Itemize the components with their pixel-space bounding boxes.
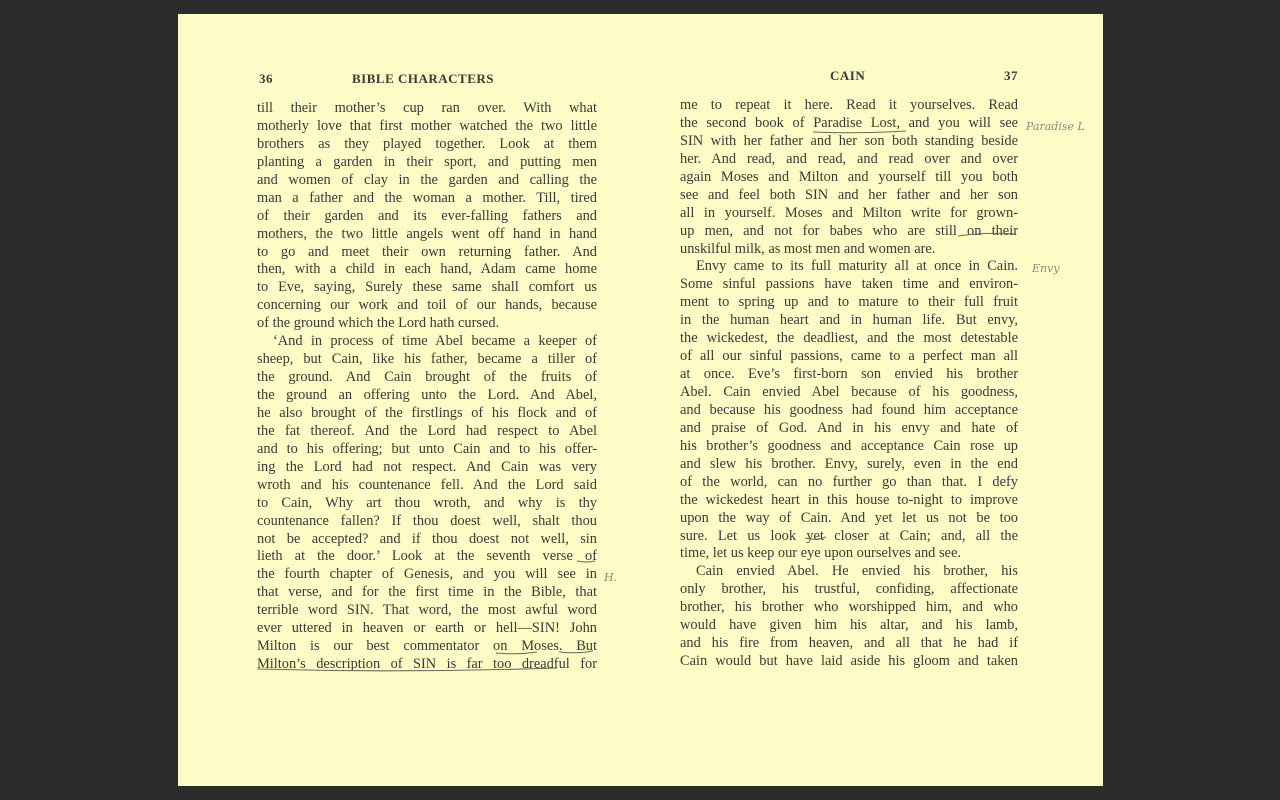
text-line: of the ground which the Lord hath cursed. — [257, 315, 500, 332]
text-line: to Eve, saying, Surely these same shall comfort us — [257, 279, 597, 296]
text-line: of all our sinful passions, came to a perfect man all — [680, 348, 1018, 365]
text-line: in the human heart and in human life. But envy, — [680, 312, 1018, 329]
text-line: ever uttered in heaven or earth or hell—SIN! John — [257, 620, 597, 637]
text-line: the fat thereof. And the Lord had respect to Abel — [257, 422, 597, 439]
text-line: the wickedest, the deadliest, and the most detestable — [680, 330, 1018, 347]
text-line: Envy came to its full maturity all at once in Cain. — [696, 258, 1018, 275]
text-line: me to repeat it here. Read it yourselves. Read — [680, 97, 1018, 113]
text-line: mothers, the two little angels went off hand in hand — [257, 225, 597, 242]
text-line: her. And read, and read, and read over and over — [680, 150, 1018, 167]
text-line: Some sinful passions have taken time and environ- — [680, 276, 1018, 293]
text-line: and slew his brother. Envy, surely, even in the end — [680, 455, 1018, 472]
text-line: ment to spring up and to mature to their full fruit — [680, 294, 1018, 311]
right-page-number: 37 — [1004, 68, 1018, 83]
text-line: the ground. And Cain brought of the fruits of — [257, 369, 597, 386]
text-line: not be accepted? and if thou doest not well, sin — [257, 530, 597, 547]
text-line: brother, his brother who worshipped him, and who — [680, 599, 1018, 616]
text-line: the wickedest heart in this house to-night to improve — [680, 491, 1018, 508]
text-line: time, let us keep our eye upon ourselves and see. — [680, 545, 961, 562]
right-body-text — [680, 97, 1018, 671]
text-line: sheep, but Cain, like his father, became a tiller of — [257, 351, 597, 368]
left-page-number: 36 — [259, 71, 273, 86]
text-line: up men, and not for babes who are still on their — [680, 222, 1018, 239]
margin-note-paradise: Paradise L — [1026, 120, 1085, 133]
text-line: Milton is our best commentator on Moses. But — [257, 638, 597, 655]
left-running-head — [257, 71, 597, 89]
text-line: Abel. Cain envied Abel because of his goodness, — [680, 384, 1018, 400]
text-line: of their garden and its ever-falling fathers and — [257, 207, 597, 224]
text-line: the ground an offering unto the Lord. And Abel, — [257, 387, 597, 403]
text-line: would have given him his altar, and his lamb, — [680, 617, 1018, 634]
margin-note-h: H. — [604, 571, 618, 584]
text-line: again Moses and Milton and yourself till you both — [680, 168, 1018, 185]
text-line: till their mother’s cup ran over. With what — [257, 100, 597, 116]
text-line: lieth at the door.’ Look at the seventh verse of — [257, 548, 597, 565]
text-line: motherly love that first mother watched the two little — [257, 117, 597, 134]
text-line: and because his goodness had found him acceptance — [680, 401, 1018, 418]
text-line: and women of clay in the garden and calling the — [257, 171, 597, 188]
left-running-title: BIBLE CHARACTERS — [352, 71, 495, 86]
text-line: the fourth chapter of Genesis, and you will see in — [257, 566, 597, 583]
text-line: to go and meet their own returning father. And — [257, 243, 597, 260]
text-line: Cain envied Abel. He envied his brother, his — [696, 563, 1018, 580]
text-line: concerning our work and toil of our hands, because — [257, 297, 597, 314]
text-line: all in yourself. Moses and Milton write for grown- — [680, 204, 1018, 221]
left-body-text — [257, 100, 597, 674]
text-line: man a father and the woman a mother. Till, tired — [257, 189, 597, 206]
text-line: planting a garden in their sport, and putting men — [257, 153, 597, 170]
text-line: ‘And in process of time Abel became a keeper of — [273, 333, 597, 350]
text-line: at once. Eve’s first-born son envied his brother — [680, 366, 1018, 383]
text-line: he also brought of the firstlings of his flock and of — [257, 404, 597, 421]
text-line: of the world, can no further go than that. I defy — [680, 473, 1018, 490]
text-line: then, with a child in each hand, Adam came home — [257, 261, 597, 278]
right-running-head — [680, 68, 1018, 86]
text-line: Milton’s description of SIN is far too dreadful for — [257, 656, 597, 673]
text-line: and to his offering; but unto Cain and to his offer- — [257, 440, 597, 457]
text-line: and his fire from heaven, and all that he had if — [680, 635, 1018, 652]
text-line: unskilful milk, as most men and women are. — [680, 240, 936, 257]
book-spread — [178, 14, 1103, 786]
text-line: only brother, his trustful, confiding, affectionate — [680, 581, 1018, 598]
text-line: brothers as they played together. Look at them — [257, 135, 597, 152]
text-line: that verse, and for the first time in the Bible, that — [257, 584, 597, 601]
text-line: see and feel both SIN and her father and her son — [680, 186, 1018, 203]
text-line: ing the Lord had not respect. And Cain was very — [257, 458, 597, 475]
text-line: to Cain, Why art thou wroth, and why is thy — [257, 494, 597, 511]
text-line: countenance fallen? If thou doest well, shalt thou — [257, 512, 597, 529]
text-line: the second book of Paradise Lost, and you will see — [680, 114, 1018, 131]
text-line: Cain would but have laid aside his gloom and taken — [680, 653, 1018, 670]
text-line: terrible word SIN. That word, the most awful word — [257, 602, 597, 619]
text-line: his brother’s goodness and acceptance Cain rose up — [680, 437, 1018, 454]
text-line: wroth and his countenance fell. And the Lord said — [257, 476, 597, 493]
text-line: and praise of God. And in his envy and hate of — [680, 419, 1018, 436]
text-line: sure. Let us look yet closer at Cain; and, all the — [680, 527, 1018, 544]
text-line: SIN with her father and her son both standing beside — [680, 132, 1018, 149]
right-running-title: CAIN — [830, 68, 866, 83]
text-line: upon the way of Cain. And yet let us not be too — [680, 509, 1018, 526]
margin-note-envy: Envy — [1032, 262, 1060, 275]
